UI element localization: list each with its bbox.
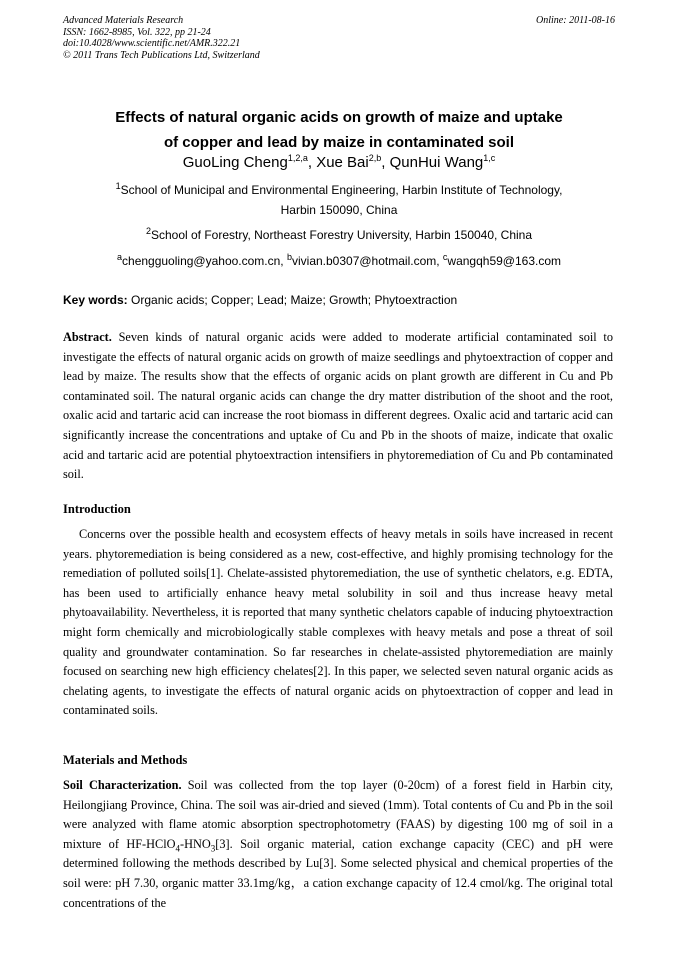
issn-line: ISSN: 1662-8985, Vol. 322, pp 21-24 <box>63 26 211 38</box>
soil-characterization-label: Soil Characterization. <box>63 778 182 792</box>
author-list <box>40 153 638 173</box>
journal-header <box>63 15 260 61</box>
affiliation-1 <box>40 180 638 220</box>
keywords-text: Organic acids; Copper; Lead; Maize; Growth; Phytoextraction <box>127 293 458 307</box>
methods-paragraph <box>63 776 613 913</box>
online-date: Online: 2011-08-16 <box>536 15 615 26</box>
author-name: QunHui Wang <box>389 154 484 171</box>
keywords <box>63 291 623 309</box>
introduction-paragraph: Concerns over the possible health and ecosystem effects of heavy metals in soils have increased in recent years. phytoremediation is being considered as a new, cost-effective, and highly promising technology for the remediation of polluted soils[1]. Chelate-assisted phytoremediation, the use of synthetic chelators, e.g. EDTA, has been used to artificially enhance heavy metal solubility in soil and thus increase heavy metal phytoavailability. Nevertheless, it is reported that many synthetic chelators capable of inducing phytoextraction might form chemically and microbiologically stable complexes with heavy metals and pose a threat of soil quality and groundwater contamination. So far researches in chelate-assisted phytoremediation are mainly focused on searching new high efficiency chelates[2]. In this paper, we selected seven natural organic acids as chelating agents, to investigate the effects of natural organic acids on phytoextraction of copper and lead in contaminated soils. <box>63 527 613 718</box>
abstract-text: Seven kinds of natural organic acids were added to moderate artificial contaminated soil to investigate the effects of natural organic acids on growth of maize seedlings and phytoextraction of copper and lead by maize. The results show that the effects of organic acids on plant growth are different in Cu and Pb contaminated soil. The natural organic acids can change the dry matter distribution of the shoot and the root, oxalic acid and tartaric acid can increase the root biomass in different degrees. Oxalic acid and tartaric acid can significantly increase the concentrations and uptake of Cu and Pb in the shoots of maize, indicate that oxalic acid and tartaric acid are potential phytoextraction intensifiers in phytoremediation of Cu and Pb contaminated soil. <box>63 330 613 482</box>
affiliation-2 <box>40 225 638 245</box>
email-mark: c <box>442 252 448 262</box>
author-separator: , <box>307 154 317 171</box>
doi-line: doi:10.4028/www.scientific.net/AMR.322.21 <box>63 38 241 49</box>
author-affil-mark: 1,2,a <box>287 153 308 163</box>
affil-text: School of Municipal and Environmental Engineering, Harbin Institute of Technology, <box>120 183 563 197</box>
methods-text: [3]. Soil organic material, cation exchange capacity (CEC) and pH were determined following the methods described by Lu[3]. Some selected physical and chemical properties of the soil were: pH 7.30, organic matter 33.1mg/kg，a cation exchange capacity of 12.4 cmol/kg. The original total concentrations of the <box>63 836 613 910</box>
copyright-line: © 2011 Trans Tech Publications Ltd, Switzerland <box>63 49 260 61</box>
email-address: chengguoling@yahoo.com.cn, <box>122 254 287 268</box>
author-name: GuoLing Cheng <box>182 154 288 171</box>
subscript: 3 <box>210 843 216 854</box>
methods-heading: Materials and Methods <box>63 753 188 767</box>
email-line <box>40 251 638 271</box>
affil-mark: 1 <box>115 181 121 191</box>
affil-text: Harbin 150090, China <box>280 203 398 217</box>
journal-name: Advanced Materials Research <box>63 15 184 26</box>
title-line-2: of copper and lead by maize in contaminated soil <box>163 134 515 151</box>
keywords-label: Key words: <box>63 293 128 307</box>
paper-title <box>40 105 638 155</box>
affil-mark: 2 <box>145 226 151 236</box>
email-mark: b <box>286 252 292 262</box>
methods-text: Soil was collected from the top layer (0-20cm) of a forest field in Harbin city, Heilongjiang Province, China. The soil was air-dried and sieved (1mm). Total contents of Cu and Pb in the soil were analyzed with flame atomic absorption spectrophotometry (FAAS) by digesting 100 mg of soil in a mixture of HF-HClO <box>63 778 613 851</box>
title-line-1: Effects of natural organic acids on growth of maize and uptake <box>115 109 563 126</box>
email-address: wangqh59@163.com <box>447 254 561 268</box>
email-mark: a <box>117 252 123 262</box>
author-affil-mark: 2,b <box>368 153 382 163</box>
subscript: 4 <box>175 843 181 854</box>
abstract-label: Abstract. <box>63 330 112 344</box>
methods-text: -HNO <box>180 836 211 851</box>
author-affil-mark: 1,c <box>483 153 496 163</box>
abstract-paragraph <box>63 328 613 485</box>
author-name: Xue Bai <box>316 154 369 171</box>
affil-text: School of Forestry, Northeast Forestry University, Harbin 150040, China <box>150 228 533 242</box>
introduction-heading: Introduction <box>63 502 131 516</box>
author-separator: , <box>381 154 390 171</box>
email-address: vivian.b0307@hotmail.com, <box>291 254 443 268</box>
